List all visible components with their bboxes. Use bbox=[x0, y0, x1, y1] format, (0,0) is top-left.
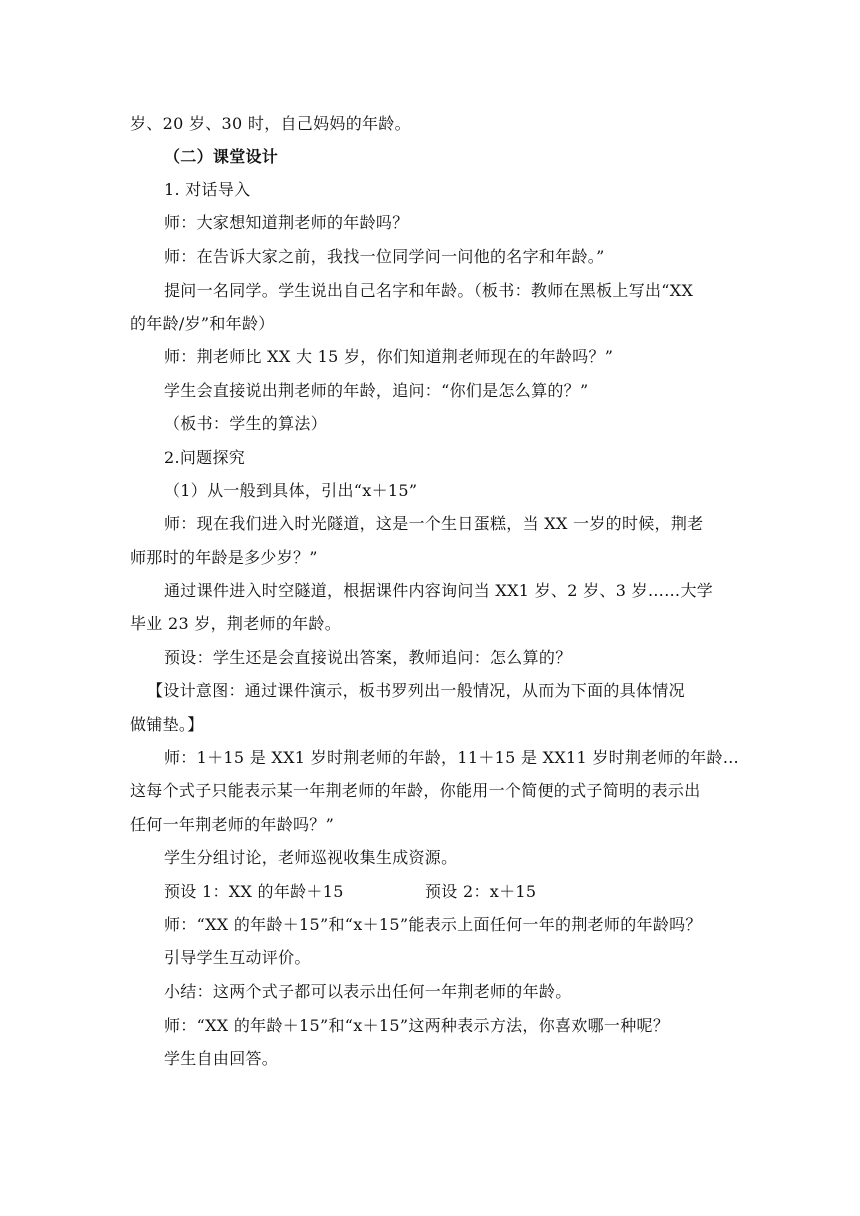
section-heading: （二）课堂设计 bbox=[164, 147, 279, 166]
text-line-19: 做铺垫。】 bbox=[130, 715, 204, 734]
text-line-10: （板书：学生的算法） bbox=[164, 414, 328, 433]
subsection-heading-2: 2.问题探究 bbox=[164, 448, 246, 467]
preset-1: 预设 1：XX 的年龄＋15 bbox=[164, 882, 344, 901]
text-line-21: 这每个式子只能表示某一年荆老师的年龄，你能用一个简便的式子简明的表示出 bbox=[130, 781, 701, 800]
preset-2: 预设 2：x＋15 bbox=[425, 882, 537, 901]
text-line-25: 师：“XX 的年龄＋15”和“x＋15”能表示上面任何一年的荆老师的年龄吗？ bbox=[164, 915, 702, 934]
text-line-5: 师：在告诉大家之前，我找一位同学问一问他的名字和年龄。” bbox=[164, 247, 605, 266]
text-line-9: 学生会直接说出荆老师的年龄，追问：“你们是怎么算的？” bbox=[164, 381, 589, 400]
text-line-22: 任何一年荆老师的年龄吗？” bbox=[130, 815, 335, 834]
text-line-28: 师：“XX 的年龄＋15”和“x＋15”这两种表示方法，你喜欢哪一种呢？ bbox=[164, 1016, 670, 1035]
text-line-8: 师：荆老师比 XX 大 15 岁，你们知道荆老师现在的年龄吗？” bbox=[164, 347, 614, 366]
text-line-7: 的年龄/岁”和年龄） bbox=[130, 314, 275, 333]
text-line-23: 学生分组讨论，老师巡视收集生成资源。 bbox=[164, 848, 458, 867]
text-line-14: 师那时的年龄是多少岁？” bbox=[130, 548, 318, 567]
text-line-27: 小结：这两个式子都可以表示出任何一年荆老师的年龄。 bbox=[164, 982, 572, 1001]
text-line-29: 学生自由回答。 bbox=[164, 1049, 279, 1068]
text-line-26: 引导学生互动评价。 bbox=[164, 948, 311, 967]
text-line-13: 师：现在我们进入时光隧道，这是一个生日蛋糕，当 XX 一岁的时候，荆老 bbox=[164, 514, 704, 533]
text-line-17: 预设：学生还是会直接说出答案，教师追问：怎么算的？ bbox=[164, 648, 572, 667]
text-line-4: 师：大家想知道荆老师的年龄吗？ bbox=[164, 213, 409, 232]
text-line-6: 提问一名同学。学生说出自己名字和年龄。（板书：教师在黑板上写出“XX bbox=[164, 281, 694, 300]
subsection-heading-1: 1. 对话导入 bbox=[164, 180, 251, 199]
text-line-15: 通过课件进入时空隧道，根据课件内容询问当 XX1 岁、2 岁、3 岁……大学 bbox=[164, 581, 714, 600]
text-line-1: 岁、20 岁、30 时，自己妈妈的年龄。 bbox=[130, 114, 411, 133]
text-line-12: （1）从一般到具体，引出“x＋15” bbox=[164, 481, 418, 500]
text-line-18: 【设计意图：通过课件演示，板书罗列出一般情况，从而为下面的具体情况 bbox=[147, 681, 685, 700]
text-line-20: 师：1＋15 是 XX1 岁时荆老师的年龄，11＋15 是 XX11 岁时荆老师的年龄… bbox=[164, 748, 740, 767]
text-line-16: 毕业 23 岁，荆老师的年龄。 bbox=[130, 614, 342, 633]
